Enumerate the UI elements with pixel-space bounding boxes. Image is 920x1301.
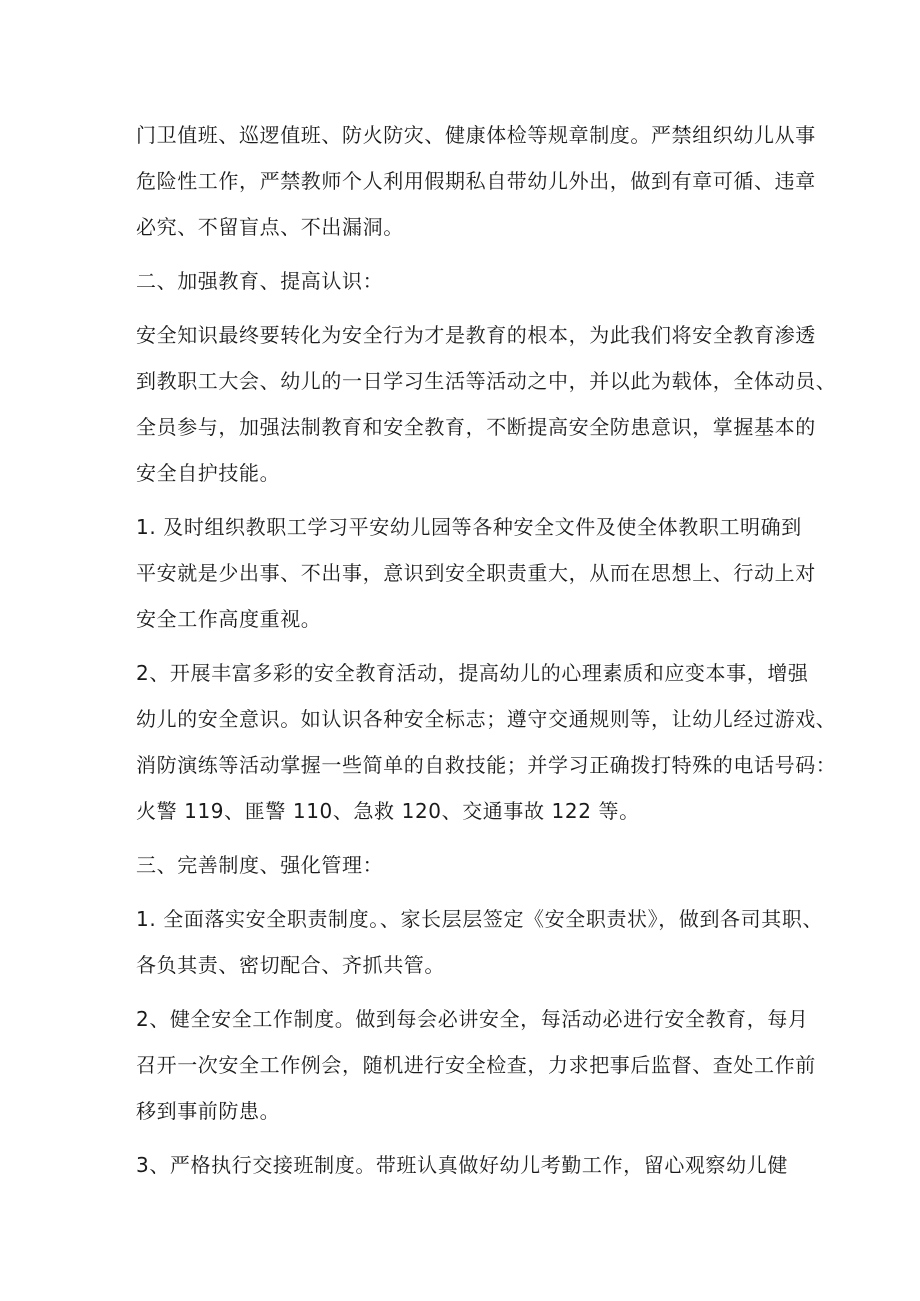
text-line: 安全工作高度重视。 bbox=[136, 607, 322, 631]
list-item-responsibility bbox=[136, 896, 824, 988]
text-line: 召开一次安全工作例会，随机进行安全检查，力求把事后监督、查处工作前 bbox=[136, 1053, 816, 1077]
text-line: 1. 全面落实安全职责制度。、家长层层签定《安全职责状》，做到各司其职、 bbox=[136, 907, 824, 931]
text-line: 3、严格执行交接班制度。带班认真做好幼儿考勤工作，留心观察幼儿健 bbox=[136, 1153, 788, 1177]
list-item-safety-activities bbox=[136, 650, 837, 834]
document-body bbox=[136, 112, 837, 1188]
section-heading: 二、加强教育、提高认识： bbox=[136, 269, 384, 293]
text-line: 平安就是少出事、不出事，意识到安全职责重大，从而在思想上、行动上对 bbox=[136, 561, 816, 585]
text-line: 火警 119、匪警 110、急救 120、交通事故 122 等。 bbox=[136, 799, 640, 823]
text-line: 安全知识最终要转化为安全行为才是教育的根本，为此我们将安全教育渗透 bbox=[136, 323, 816, 347]
text-line: 幼儿的安全意识。如认识各种安全标志；遵守交通规则等，让幼儿经过游戏、 bbox=[136, 707, 837, 731]
section-heading-education bbox=[136, 258, 796, 304]
text-line: 1. 及时组织教职工学习平安幼儿园等各种安全文件及使全体教职工明确到 bbox=[136, 515, 802, 539]
section-heading: 三、完善制度、强化管理： bbox=[136, 853, 384, 877]
paragraph-rules bbox=[136, 112, 816, 250]
text-line: 各负其责、密切配合、齐抓共管。 bbox=[136, 953, 445, 977]
text-line: 门卫值班、巡逻值班、防火防灾、健康体检等规章制度。严禁组织幼儿从事 bbox=[136, 123, 816, 147]
paragraph-safety-knowledge bbox=[136, 312, 837, 496]
list-item-handover bbox=[136, 1142, 796, 1188]
text-line: 必究、不留盲点、不出漏洞。 bbox=[136, 215, 404, 239]
text-line: 到教职工大会、幼儿的一日学习生活等活动之中，并以此为载体，全体动员、 bbox=[136, 369, 837, 393]
text-line: 2、开展丰富多彩的安全教育活动，提高幼儿的心理素质和应变本事，增强 bbox=[136, 661, 809, 685]
text-line: 2、健全安全工作制度。做到每会必讲安全，每活动必进行安全教育，每月 bbox=[136, 1007, 809, 1031]
list-item-work-system bbox=[136, 996, 816, 1134]
section-heading-management bbox=[136, 842, 796, 888]
text-line: 安全自护技能。 bbox=[136, 461, 281, 485]
list-item-staff-training bbox=[136, 504, 816, 642]
text-line: 消防演练等活动掌握一些简单的自救技能；并学习正确拨打特殊的电话号码： bbox=[136, 753, 837, 777]
text-line: 全员参与，加强法制教育和安全教育，不断提高安全防患意识，掌握基本的 bbox=[136, 415, 816, 439]
text-line: 移到事前防患。 bbox=[136, 1099, 281, 1123]
text-line: 危险性工作，严禁教师个人利用假期私自带幼儿外出，做到有章可循、违章 bbox=[136, 169, 816, 193]
